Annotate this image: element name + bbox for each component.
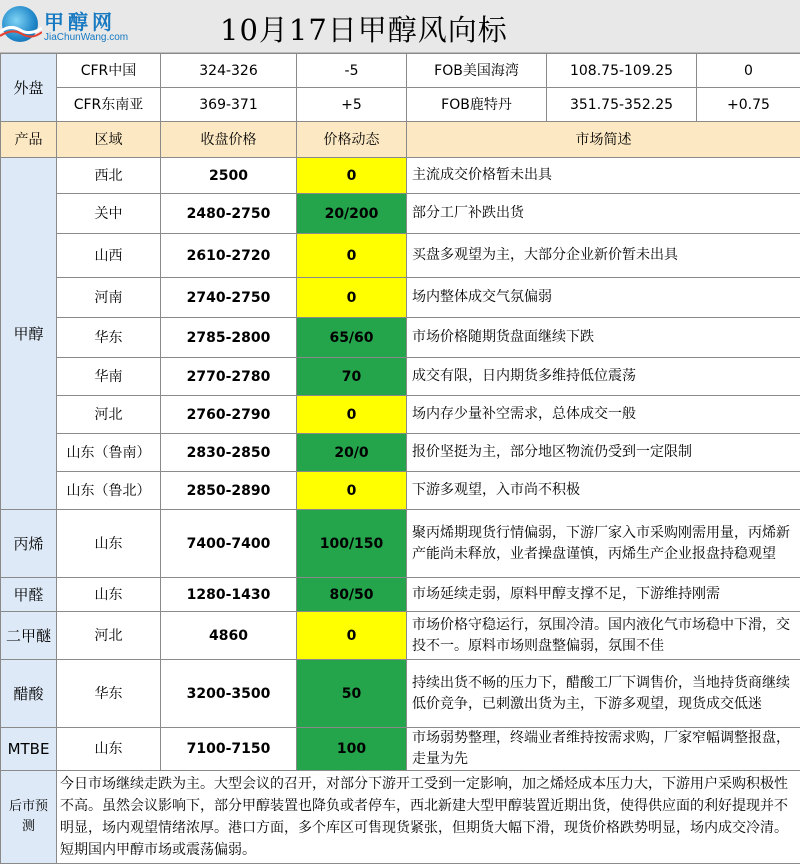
- product-row: [1, 510, 800, 578]
- price-move-cell: 0: [297, 234, 407, 278]
- product-row: [1, 728, 800, 771]
- close-price-cell: 2785-2800: [161, 318, 297, 358]
- summary-cell: 市场价格守稳运行，氛围冷清。国内液化气市场稳中下滑，交投不一。原料市场则盘整偏弱，氛围不佳: [407, 612, 800, 660]
- price-move-cell: 65/60: [297, 318, 407, 358]
- region-cell: 山东（鲁南）: [57, 434, 161, 472]
- close-price-cell: 7100-7150: [161, 728, 297, 771]
- col-header-region: 区域: [57, 122, 161, 158]
- indicator-table: [0, 53, 800, 864]
- summary-cell: 持续出货不畅的压力下，醋酸工厂下调售价，当地持货商继续低价竞争，已刺激出货为主，下游多观望，现货成交低迷: [407, 660, 800, 728]
- overseas-price: 351.75-352.25: [547, 88, 697, 122]
- region-cell: 华东: [57, 318, 161, 358]
- product-name: 丙烯: [1, 510, 57, 578]
- region-cell: 华南: [57, 358, 161, 396]
- logo-text-en: JiaChunWang.com: [44, 32, 128, 43]
- region-cell: 山东: [57, 578, 161, 612]
- col-header-close-price: 收盘价格: [161, 122, 297, 158]
- product-name: 甲醛: [1, 578, 57, 612]
- header-bar: [0, 0, 800, 53]
- logo-wave-icon: [0, 22, 42, 38]
- summary-cell: 场内整体成交气氛偏弱: [407, 278, 800, 318]
- product-name: 二甲醚: [1, 612, 57, 660]
- region-cell: 关中: [57, 194, 161, 234]
- column-header-row: [1, 122, 800, 158]
- summary-cell: 成交有限，日内期货多维持低位震荡: [407, 358, 800, 396]
- product-name: 醋酸: [1, 660, 57, 728]
- price-move-cell: 0: [297, 158, 407, 194]
- region-cell: 河北: [57, 612, 161, 660]
- region-cell: 河南: [57, 278, 161, 318]
- overseas-change: +0.75: [697, 88, 800, 122]
- forecast-row: [1, 771, 800, 864]
- summary-cell: 下游多观望，入市尚不积极: [407, 472, 800, 510]
- close-price-cell: 2830-2850: [161, 434, 297, 472]
- summary-cell: 市场价格随期货盘面继续下跌: [407, 318, 800, 358]
- page-title: 10月17日甲醇风向标: [220, 8, 508, 49]
- product-row: [1, 358, 800, 396]
- price-move-cell: 70: [297, 358, 407, 396]
- price-move-cell: 0: [297, 278, 407, 318]
- logo-text-cn: 甲醇网: [44, 6, 116, 35]
- summary-cell: 市场延续走弱，原料甲醇支撑不足，下游维持刚需: [407, 578, 800, 612]
- overseas-market: CFR东南亚: [57, 88, 161, 122]
- summary-cell: 主流成交价格暂未出具: [407, 158, 800, 194]
- region-cell: 华东: [57, 660, 161, 728]
- forecast-label: 后市预测: [1, 771, 57, 864]
- product-row: [1, 234, 800, 278]
- col-header-product: 产品: [1, 122, 57, 158]
- region-cell: 山东（鲁北）: [57, 472, 161, 510]
- price-move-cell: 100/150: [297, 510, 407, 578]
- price-move-cell: 100: [297, 728, 407, 771]
- close-price-cell: 2480-2750: [161, 194, 297, 234]
- price-move-cell: 20/0: [297, 434, 407, 472]
- price-move-cell: 0: [297, 472, 407, 510]
- col-header-price-move: 价格动态: [297, 122, 407, 158]
- close-price-cell: 2850-2890: [161, 472, 297, 510]
- overseas-market: FOB鹿特丹: [407, 88, 547, 122]
- summary-cell: 买盘多观望为主，大部分企业新价暂未出具: [407, 234, 800, 278]
- overseas-row: [1, 54, 800, 88]
- overseas-change: 0: [697, 54, 800, 88]
- summary-cell: 报价坚挺为主，部分地区物流仍受到一定限制: [407, 434, 800, 472]
- price-move-cell: 0: [297, 612, 407, 660]
- overseas-price: 108.75-109.25: [547, 54, 697, 88]
- product-name: 甲醇: [1, 158, 57, 510]
- close-price-cell: 4860: [161, 612, 297, 660]
- price-move-cell: 0: [297, 396, 407, 434]
- price-move-cell: 20/200: [297, 194, 407, 234]
- overseas-price: 324-326: [161, 54, 297, 88]
- close-price-cell: 2610-2720: [161, 234, 297, 278]
- product-row: [1, 434, 800, 472]
- overseas-row: [1, 88, 800, 122]
- col-header-summary: 市场简述: [407, 122, 800, 158]
- product-row: [1, 472, 800, 510]
- product-row: [1, 278, 800, 318]
- close-price-cell: 2770-2780: [161, 358, 297, 396]
- product-row: [1, 194, 800, 234]
- product-row: [1, 612, 800, 660]
- close-price-cell: 7400-7400: [161, 510, 297, 578]
- overseas-market: FOB美国海湾: [407, 54, 547, 88]
- summary-cell: 市场弱势整理，终端业者维持按需求购，厂家窄幅调整报盘，走量为先: [407, 728, 800, 771]
- overseas-price: 369-371: [161, 88, 297, 122]
- region-cell: 山东: [57, 510, 161, 578]
- region-cell: 山西: [57, 234, 161, 278]
- price-move-cell: 50: [297, 660, 407, 728]
- summary-cell: 场内存少量补空需求，总体成交一般: [407, 396, 800, 434]
- overseas-market: CFR中国: [57, 54, 161, 88]
- product-row: [1, 578, 800, 612]
- close-price-cell: 2760-2790: [161, 396, 297, 434]
- product-row: [1, 660, 800, 728]
- overseas-change: -5: [297, 54, 407, 88]
- product-row: [1, 318, 800, 358]
- overseas-label: 外盘: [1, 54, 57, 122]
- close-price-cell: 3200-3500: [161, 660, 297, 728]
- region-cell: 山东: [57, 728, 161, 771]
- product-row: [1, 158, 800, 194]
- overseas-change: +5: [297, 88, 407, 122]
- product-row: [1, 396, 800, 434]
- forecast-text: 今日市场继续走跌为主。大型会议的召开，对部分下游开工受到一定影响，加之烯烃成本压力大，下游用户采购积极性不高。虽然会议影响下，部分甲醇装置也降负或者停车，西北新建大型甲醇装置近期出货，使得供应面的利好提现并不明显，场内观望情绪浓厚。港口方面，多个库区可售现货紧张，但期货大幅下滑，现货价格跌势明显，场内成交冷清。短期国内甲醇市场或震荡偏弱。: [57, 771, 800, 864]
- price-move-cell: 80/50: [297, 578, 407, 612]
- product-name: MTBE: [1, 728, 57, 771]
- summary-cell: 聚丙烯期现货行情偏弱，下游厂家入市采购刚需用量，丙烯新产能尚未释放，业者操盘谨慎，丙烯生产企业报盘持稳观望: [407, 510, 800, 578]
- summary-cell: 部分工厂补跌出货: [407, 194, 800, 234]
- region-cell: 河北: [57, 396, 161, 434]
- region-cell: 西北: [57, 158, 161, 194]
- site-logo[interactable]: [2, 4, 132, 48]
- close-price-cell: 2740-2750: [161, 278, 297, 318]
- close-price-cell: 1280-1430: [161, 578, 297, 612]
- close-price-cell: 2500: [161, 158, 297, 194]
